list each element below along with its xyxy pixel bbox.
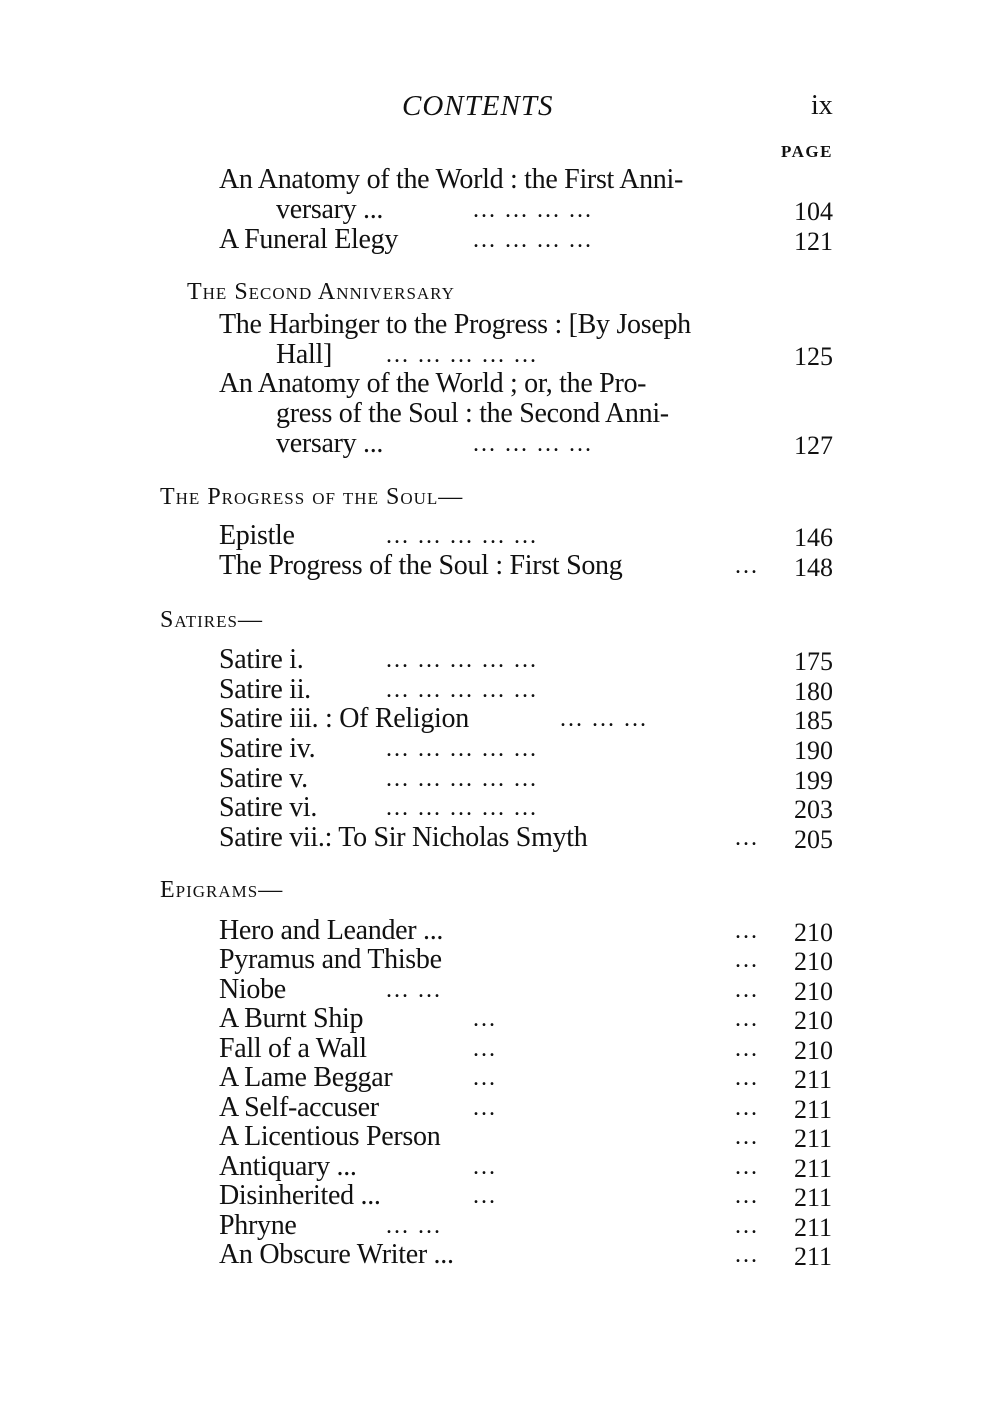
toc-entry-title: versary ... [276, 194, 384, 225]
leader-dots: ... [473, 1095, 497, 1121]
section-heading: The Progress of the Soul— [160, 484, 464, 510]
toc-entry-title: The Progress of the Soul : First Song [219, 550, 623, 581]
section-heading: The Second Anniversary [187, 279, 455, 305]
leader-dots: ... [735, 918, 759, 944]
toc-entry-title: Fall of a Wall [219, 1033, 367, 1064]
toc-entry-title: Satire vii.: To Sir Nicholas Smyth [219, 822, 588, 853]
toc-entry-title: A Lame Beggar [219, 1062, 393, 1093]
toc-entry-title: gress of the Soul : the Second Anni- [276, 398, 669, 429]
leader-dots: ... [735, 825, 759, 851]
toc-page-number: 211 [794, 1242, 833, 1271]
leader-dots: ... ... [386, 1213, 442, 1239]
leader-dots: ... ... ... ... ... [386, 736, 538, 762]
toc-page-number: 104 [794, 197, 833, 226]
toc-entry-title: A Self-accuser [219, 1092, 379, 1123]
toc-entry-title: Satire iii. : Of Religion [219, 703, 469, 734]
toc-page-number: 205 [794, 825, 833, 854]
toc-page-number: 199 [794, 766, 833, 795]
toc-entry-title: Hall] [276, 339, 333, 370]
leader-dots: ... ... ... ... ... [386, 795, 538, 821]
leader-dots: ... ... ... ... ... [386, 766, 538, 792]
toc-entry-title: Epistle [219, 520, 295, 551]
toc-page-number: 180 [794, 677, 833, 706]
toc-page-number: 190 [794, 736, 833, 765]
toc-entry-title: An Anatomy of the World : the First Anni- [219, 164, 684, 195]
page-folio: ix [811, 90, 833, 121]
leader-dots: ... [735, 1183, 759, 1209]
leader-dots: ... [735, 1095, 759, 1121]
leader-dots: ... ... ... ... [473, 197, 593, 223]
leader-dots: ... [735, 1213, 759, 1239]
leader-dots: ... [735, 553, 759, 579]
toc-entry-title: versary ... [276, 428, 384, 459]
toc-entry-title: Satire ii. [219, 674, 311, 705]
toc-entry-title: An Anatomy of the World ; or, the Pro- [219, 368, 647, 399]
toc-entry-title: A Funeral Elegy [219, 224, 399, 255]
toc-entry-title: Pyramus and Thisbe [219, 944, 442, 975]
toc-page-number: 211 [794, 1095, 833, 1124]
leader-dots: ... [735, 1154, 759, 1180]
leader-dots: ... [735, 1242, 759, 1268]
toc-page-number: 210 [794, 977, 833, 1006]
toc-page-number: 210 [794, 1036, 833, 1065]
leader-dots: ... ... [386, 977, 442, 1003]
leader-dots: ... [473, 1183, 497, 1209]
toc-entry-title: Satire i. [219, 644, 304, 675]
toc-page-number: 210 [794, 1006, 833, 1035]
leader-dots: ... [735, 1124, 759, 1150]
toc-page-number: 203 [794, 795, 833, 824]
toc-entry-title: Satire iv. [219, 733, 316, 764]
toc-page-number: 125 [794, 342, 833, 371]
toc-entry-title: A Licentious Person [219, 1121, 441, 1152]
toc-entry-title: An Obscure Writer ... [219, 1239, 454, 1270]
toc-page-number: 146 [794, 523, 833, 552]
leader-dots: ... ... ... ... ... [386, 342, 538, 368]
toc-entry-title: Phryne [219, 1210, 297, 1241]
toc-page-number: 148 [794, 553, 833, 582]
toc-page-number: 211 [794, 1154, 833, 1183]
leader-dots: ... [473, 1006, 497, 1032]
leader-dots: ... [735, 1036, 759, 1062]
leader-dots: ... ... ... ... ... [386, 677, 538, 703]
toc-entry-title: Hero and Leander ... [219, 915, 444, 946]
leader-dots: ... [735, 1065, 759, 1091]
toc-page-number: 211 [794, 1183, 833, 1212]
toc-entry-title: The Harbinger to the Progress : [By Joseph [219, 309, 691, 340]
leader-dots: ... [473, 1154, 497, 1180]
leader-dots: ... ... ... ... [473, 431, 593, 457]
section-heading: Satires— [160, 607, 263, 633]
toc-page-number: 175 [794, 647, 833, 676]
toc-page-number: 211 [794, 1124, 833, 1153]
toc-entry-title: Disinherited ... [219, 1180, 381, 1211]
toc-page-number: 210 [794, 947, 833, 976]
section-heading: Epigrams— [160, 877, 284, 903]
leader-dots: ... ... ... ... ... [386, 523, 538, 549]
toc-page-number: 210 [794, 918, 833, 947]
toc-entry-title: Satire vi. [219, 792, 318, 823]
leader-dots: ... [735, 947, 759, 973]
toc-entry-title: Satire v. [219, 763, 308, 794]
running-title: CONTENTS [402, 90, 554, 122]
toc-page-number: 211 [794, 1213, 833, 1242]
toc-entry-title: Niobe [219, 974, 286, 1005]
toc-page-number: 185 [794, 706, 833, 735]
toc-entry-title: A Burnt Ship [219, 1003, 364, 1034]
leader-dots: ... ... ... [560, 706, 648, 732]
leader-dots: ... ... ... ... [473, 227, 593, 253]
leader-dots: ... [473, 1036, 497, 1062]
toc-entry-title: Antiquary ... [219, 1151, 357, 1182]
leader-dots: ... [473, 1065, 497, 1091]
toc-page-number: 121 [794, 227, 833, 256]
toc-page-number: 127 [794, 431, 833, 460]
leader-dots: ... [735, 977, 759, 1003]
toc-page-number: 211 [794, 1065, 833, 1094]
leader-dots: ... ... ... ... ... [386, 647, 538, 673]
leader-dots: ... [735, 1006, 759, 1032]
page-column-label: PAGE [781, 142, 833, 161]
